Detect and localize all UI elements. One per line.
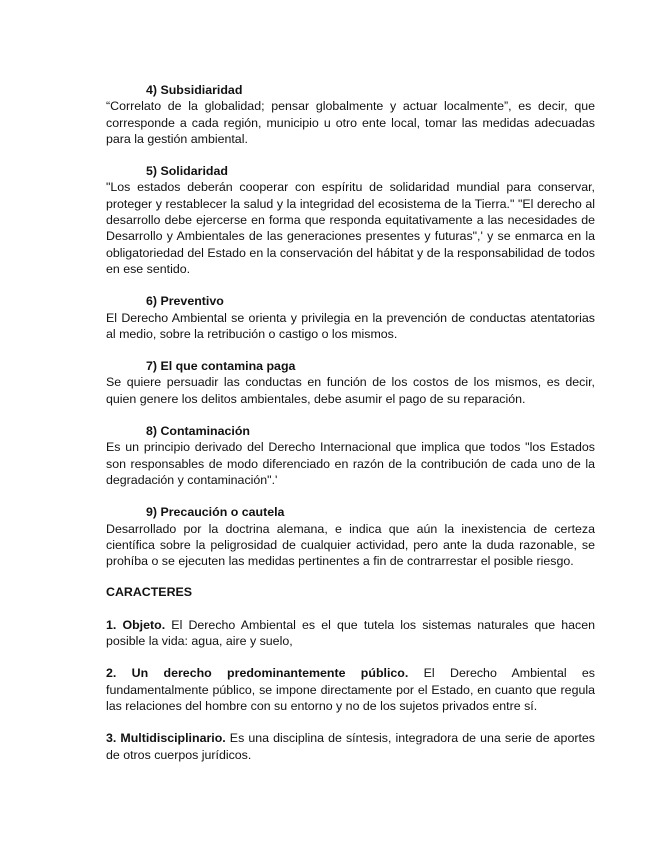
principle-text: Se quiere persuadir las conductas en función de los costos de los mismos, es decir, quien genere los delitos ambientales, debe asumir el pago de su reparación. xyxy=(106,375,595,406)
caracter-text: El Derecho Ambiental es el que tutela los sistemas naturales que hacen posible la vida: agua, aire y suelo, xyxy=(106,617,595,649)
caracter-multidisciplinario xyxy=(106,730,595,763)
principle-heading: 8) Contaminación xyxy=(146,424,250,439)
principle-precaucion xyxy=(106,504,595,569)
caracter-text: Es una disciplina de síntesis, integradora de una serie de aportes de otros cuerpos jurídicos. xyxy=(106,731,595,762)
principle-text: "Los estados deberán cooperar con espíritu de solidaridad mundial para conservar, proteger y restablecer la salud y la integridad del ecosistema de la Tierra." "El derecho al desarrollo debe ejercerse en forma que responda equitativamente a las necesidades de Desarrollo y Ambientales de las generaciones presentes y futuras",' y se enmarca en la obligatoriedad del Estado en la conservación del hábitat y de la responsabilidad de todos en ese sentido. xyxy=(106,180,595,276)
caracter-label: 2. Un derecho predominantemente público. xyxy=(106,666,409,681)
caracter-text: El Derecho Ambiental es fundamentalmente público, se impone directamente por el Estado, en cuanto que regula las relaciones del hombre con su entorno y no de los sujetos privados entre sí. xyxy=(106,666,596,713)
principle-heading: 6) Preventivo xyxy=(146,294,224,309)
principle-heading: 7) El que contamina paga xyxy=(146,359,296,374)
principle-text: Es un principio derivado del Derecho Internacional que implica que todos "los Estados son responsables de modo diferenciado en razón de la contribución de cada uno de la degradación y contaminación".' xyxy=(106,440,595,487)
principle-text: Desarrollado por la doctrina alemana, e indica que aún la inexistencia de certeza científica sobre la peligrosidad de cualquier actividad, pero ante la duda razonable, se prohíba o se ejecuten las medidas pertinentes a fin de contrarrestar el posible riesgo. xyxy=(106,521,595,569)
principle-contaminacion xyxy=(106,423,595,488)
principle-heading: 9) Precaución o cautela xyxy=(146,505,285,520)
principle-text: El Derecho Ambiental se orienta y privilegia en la prevención de conductas atentatorias al medio, sobre la retribución o castigo o los mismos. xyxy=(106,310,595,341)
principle-heading: 4) Subsidiaridad xyxy=(146,83,243,97)
caracter-label: 1. Objeto. xyxy=(106,617,166,632)
principle-preventivo xyxy=(106,293,595,342)
principle-heading: 5) Solidaridad xyxy=(146,164,228,179)
caracter-objeto xyxy=(106,617,595,650)
principle-subsidiaridad xyxy=(106,82,595,147)
principle-text: “Correlato de la globalidad; pensar globalmente y actuar localmente”, es decir, que corresponde a cada región, municipio u otro ente local, tomar las medidas adecuadas para la gestión ambiental. xyxy=(106,99,595,146)
principle-contamina-paga xyxy=(106,358,595,407)
document-page xyxy=(106,82,595,763)
caracteres-title: CARACTERES xyxy=(106,585,193,600)
caracter-label: 3. Multidisciplinario. xyxy=(106,731,226,746)
caracter-derecho-publico xyxy=(106,665,595,714)
principle-solidaridad xyxy=(106,163,595,277)
